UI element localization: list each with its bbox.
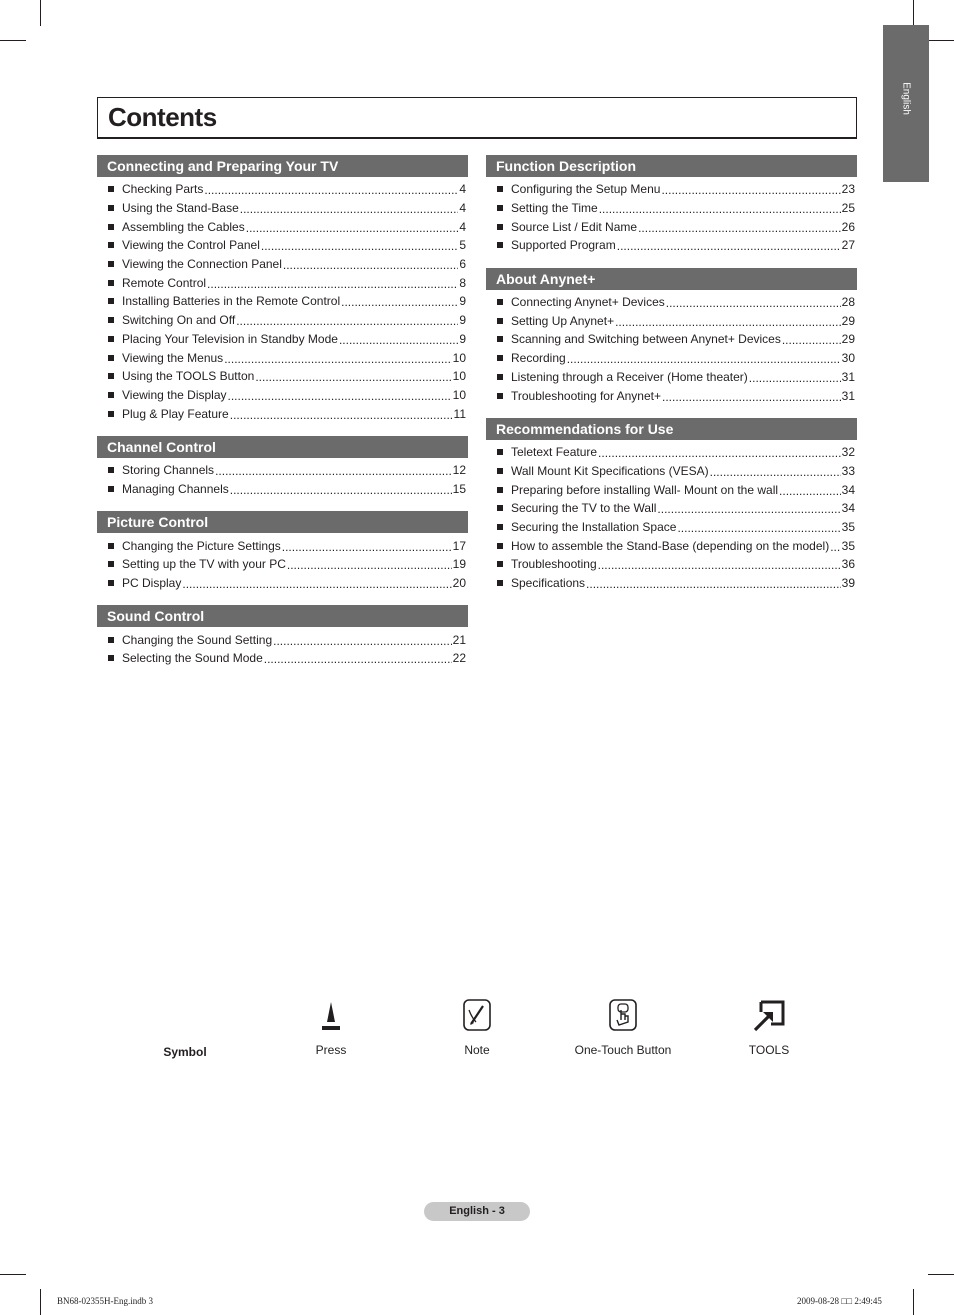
toc-entry-page: 27 [841,238,855,253]
dot-leader [273,635,452,647]
bullet-square-icon [108,486,114,492]
language-tab [883,25,929,182]
bullet-square-icon [108,205,114,211]
toc-entry[interactable] [486,536,857,555]
toc-entry[interactable] [97,330,468,349]
toc-entry-label: Setting up the TV with your PC [122,557,286,572]
contents-section [486,418,857,593]
dot-leader [710,466,841,478]
bullet-square-icon [108,411,114,417]
bullet-square-icon [497,505,503,511]
toc-entry-label: Setting the Time [511,201,598,216]
toc-entry[interactable] [97,649,468,668]
tools-icon [699,995,839,1035]
toc-entry-page: 29 [841,332,855,347]
toc-entry-page: 32 [841,445,855,460]
bullet-square-icon [108,186,114,192]
toc-entry[interactable] [486,555,857,574]
toc-entry-page: 10 [452,387,466,402]
crop-mark [40,0,41,26]
dot-leader [599,203,841,215]
toc-entry[interactable] [97,404,468,423]
one-touch-button-icon [553,995,693,1035]
bullet-square-icon [497,374,503,380]
toc-entry-page: 17 [452,538,466,553]
symbol-legend-label: Symbol [163,1045,207,1059]
toc-entry-label: Viewing the Menus [122,350,224,365]
toc-entry-page: 15 [452,481,466,496]
section-heading: Picture Control [97,511,468,533]
toc-entry[interactable] [97,180,468,199]
dot-leader [264,653,452,665]
page-number-badge: English - 3 [424,1202,530,1221]
bullet-square-icon [497,449,503,455]
toc-entry-label: Viewing the Connection Panel [122,257,282,272]
dot-leader [586,578,841,590]
toc-entry[interactable] [486,236,857,255]
toc-entry-page: 21 [452,632,466,647]
contents-section [97,436,468,498]
dot-leader [287,559,452,571]
symbol-note [407,995,547,1057]
symbol-caption: TOOLS [748,1043,790,1057]
contents-section [97,605,468,667]
toc-entry-label: Preparing before installing Wall- Mount on the wall [511,482,779,497]
toc-entry[interactable] [97,461,468,480]
dot-leader [749,372,841,384]
symbol-caption: Press [315,1043,347,1057]
toc-entry-page: 4 [459,182,466,197]
toc-entry-label: Teletext Feature [511,445,598,460]
section-heading: Connecting and Preparing Your TV [97,155,468,177]
toc-entry-label: Installing Batteries in the Remote Control [122,294,341,309]
toc-entry-label: Supported Program [511,238,616,253]
toc-entry[interactable] [97,255,468,274]
bullet-square-icon [497,393,503,399]
dot-leader [779,485,841,497]
toc-entry-page: 36 [841,557,855,572]
toc-entry-page: 30 [841,351,855,366]
dot-leader [236,315,458,327]
dot-leader [661,184,840,196]
note-icon [407,995,547,1035]
section-heading: Channel Control [97,436,468,458]
toc-entry-page: 31 [841,388,855,403]
toc-entry-page: 39 [841,576,855,591]
crop-mark [0,1274,26,1275]
dot-leader [782,334,841,346]
toc-entry-page: 31 [841,369,855,384]
bullet-square-icon [108,392,114,398]
bullet-square-icon [108,280,114,286]
bullet-square-icon [108,317,114,323]
dot-leader [598,559,841,571]
toc-entry-label: Securing the Installation Space [511,519,677,534]
dot-leader [246,222,459,234]
toc-entry-page: 23 [841,182,855,197]
press-icon [261,995,401,1035]
toc-entry-page: 34 [841,501,855,516]
bullet-square-icon [497,205,503,211]
toc-entry-label: Changing the Sound Setting [122,632,273,647]
dot-leader [341,296,458,308]
dot-leader [228,390,452,402]
toc-entry[interactable] [486,217,857,236]
bullet-square-icon [108,224,114,230]
bullet-square-icon [497,336,503,342]
toc-entry-page: 26 [841,219,855,234]
dot-leader [182,578,451,590]
symbol-caption: Note [464,1043,490,1057]
bullet-square-icon [497,318,503,324]
toc-entry[interactable] [97,386,468,405]
toc-entry-label: Recording [511,351,566,366]
contents-section [486,155,857,255]
toc-entry[interactable] [97,574,468,593]
toc-entry[interactable] [486,311,857,330]
toc-entry-label: Switching On and Off [122,313,236,328]
bullet-square-icon [108,355,114,361]
footer-file-info: BN68-02355H-Eng.indb 3 [57,1296,153,1306]
bullet-square-icon [108,561,114,567]
toc-entry-page: 34 [841,482,855,497]
dot-leader [638,222,841,234]
toc-entry-page: 20 [452,576,466,591]
toc-entry-page: 8 [459,275,466,290]
toc-entry-label: Assembling the Cables [122,219,245,234]
bullet-square-icon [497,580,503,586]
toc-entry[interactable] [486,480,857,499]
section-heading: Sound Control [97,605,468,627]
dot-leader [567,353,841,365]
toc-entry-label: Listening through a Receiver (Home theater) [511,369,748,384]
toc-entry-label: Viewing the Control Panel [122,238,260,253]
toc-entry-page: 10 [452,350,466,365]
bullet-square-icon [497,299,503,305]
toc-entry-label: Scanning and Switching between Anynet+ Devices [511,332,781,347]
symbol-tools [699,995,839,1057]
dot-leader [215,465,452,477]
toc-entry-label: Managing Channels [122,481,229,496]
dot-leader [617,240,841,252]
dot-leader [207,278,458,290]
toc-entry[interactable] [486,180,857,199]
crop-mark [913,1289,914,1315]
toc-entry-label: Changing the Picture Settings [122,538,281,553]
toc-entry-page: 25 [841,201,855,216]
symbol-press [261,995,401,1057]
bullet-square-icon [108,543,114,549]
toc-entry[interactable] [97,348,468,367]
toc-entry-label: Specifications [511,576,586,591]
bullet-square-icon [497,561,503,567]
toc-entry-label: Troubleshooting [511,557,597,572]
toc-entry[interactable] [97,536,468,555]
toc-entry-page: 4 [459,219,466,234]
page-title: Contents [108,102,217,132]
toc-entry[interactable] [97,292,468,311]
dot-leader [339,334,458,346]
language-tab-label: English [900,82,912,115]
dot-leader [204,184,458,196]
dot-leader [240,203,459,215]
toc-entry[interactable] [486,574,857,593]
bullet-square-icon [108,261,114,267]
bullet-square-icon [497,242,503,248]
toc-entry[interactable] [486,199,857,218]
toc-entry[interactable] [486,349,857,368]
toc-entry[interactable] [97,367,468,386]
bullet-square-icon [497,524,503,530]
bullet-square-icon [497,355,503,361]
bullet-square-icon [108,298,114,304]
bullet-square-icon [497,468,503,474]
toc-entry-page: 9 [459,294,466,309]
section-heading: About Anynet+ [486,268,857,290]
toc-entry-label: Using the TOOLS Button [122,369,255,384]
crop-mark [913,0,914,26]
contents-section [97,511,468,592]
toc-entry[interactable] [486,330,857,349]
dot-leader [230,484,452,496]
toc-entry[interactable] [97,199,468,218]
symbol-legend [0,995,954,1065]
toc-entry[interactable] [486,462,857,481]
toc-entry-label: Setting Up Anynet+ [511,313,615,328]
toc-entry[interactable] [486,499,857,518]
dot-leader [224,353,451,365]
toc-entry-label: How to assemble the Stand-Base (depending on the model) [511,538,830,553]
bullet-square-icon [497,186,503,192]
toc-entry[interactable] [486,443,857,462]
toc-entry[interactable] [97,311,468,330]
dot-leader [230,409,453,421]
toc-entry-page: 10 [452,369,466,384]
section-heading: Function Description [486,155,857,177]
contents-section [97,155,468,423]
toc-entry-label: Source List / Edit Name [511,219,638,234]
bullet-square-icon [108,637,114,643]
bullet-square-icon [108,336,114,342]
toc-entry[interactable] [486,293,857,312]
toc-entry[interactable] [97,630,468,649]
toc-entry-label: PC Display [122,576,182,591]
toc-entry-page: 4 [459,201,466,216]
toc-entry-label: Securing the TV to the Wall [511,501,657,516]
toc-entry[interactable] [486,368,857,387]
bullet-square-icon [497,487,503,493]
toc-entry-label: Plug & Play Feature [122,406,229,421]
toc-entry-page: 11 [453,406,466,421]
toc-entry-page: 5 [459,238,466,253]
toc-entry-page: 9 [459,331,466,346]
contents-column-right [486,155,857,605]
crop-mark [928,40,954,41]
toc-entry-page: 19 [452,557,466,572]
toc-entry[interactable] [486,386,857,405]
symbol-one-touch-button [553,995,693,1057]
toc-entry-label: Viewing the Display [122,387,227,402]
dot-leader [677,522,840,534]
toc-entry-page: 29 [841,313,855,328]
title-box [97,97,857,139]
dot-leader [283,259,458,271]
toc-entry-page: 12 [452,463,466,478]
toc-entry-label: Checking Parts [122,182,204,197]
toc-entry[interactable] [97,273,468,292]
toc-entry-label: Selecting the Sound Mode [122,651,263,666]
bullet-square-icon [108,467,114,473]
crop-mark [40,1289,41,1315]
toc-entry-label: Wall Mount Kit Specifications (VESA) [511,463,709,478]
dot-leader [657,503,840,515]
dot-leader [598,447,841,459]
toc-entry-page: 22 [452,651,466,666]
toc-entry-page: 33 [841,463,855,478]
dot-leader [255,371,451,383]
dot-leader [615,316,841,328]
dot-leader [282,541,452,553]
bullet-square-icon [108,580,114,586]
toc-entry-page: 6 [459,257,466,272]
symbol-caption: One-Touch Button [574,1043,672,1057]
contents-column-left [97,155,468,681]
toc-entry-label: Placing Your Television in Standby Mode [122,331,338,346]
toc-entry-page: 28 [841,295,855,310]
crop-mark [928,1274,954,1275]
section-heading: Recommendations for Use [486,418,857,440]
toc-entry[interactable] [97,555,468,574]
dot-leader [830,541,840,553]
toc-entry-label: Using the Stand-Base [122,201,239,216]
toc-entry-page: 35 [841,519,855,534]
bullet-square-icon [108,655,114,661]
toc-entry-page: 35 [841,538,855,553]
dot-leader [662,391,841,403]
dot-leader [261,240,458,252]
dot-leader [666,297,841,309]
crop-mark [0,40,26,41]
footer-timestamp: 2009-08-28 □□ 2:49:45 [797,1296,882,1306]
toc-entry[interactable] [97,480,468,499]
bullet-square-icon [108,373,114,379]
toc-entry-page: 9 [459,313,466,328]
toc-entry-label: Configuring the Setup Menu [511,182,661,197]
bullet-square-icon [108,242,114,248]
bullet-square-icon [497,224,503,230]
bullet-square-icon [497,543,503,549]
toc-entry-label: Remote Control [122,275,207,290]
toc-entry-label: Connecting Anynet+ Devices [511,295,665,310]
toc-entry[interactable] [97,236,468,255]
toc-entry[interactable] [97,217,468,236]
toc-entry-label: Storing Channels [122,463,215,478]
contents-section [486,268,857,405]
toc-entry[interactable] [486,518,857,537]
toc-entry-label: Troubleshooting for Anynet+ [511,388,661,403]
